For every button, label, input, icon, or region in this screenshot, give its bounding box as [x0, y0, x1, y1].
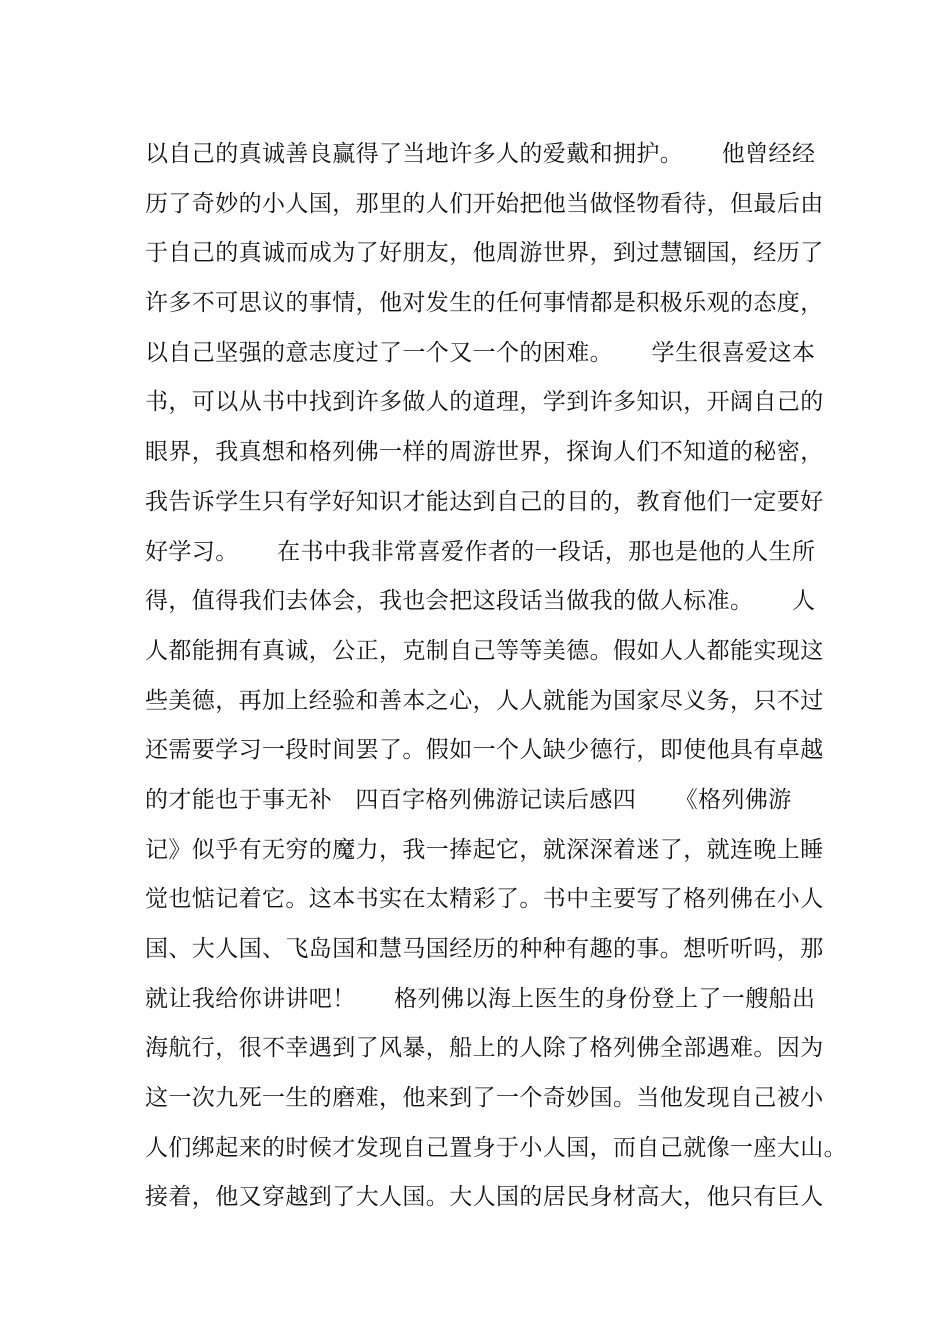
text-line: 接着，他又穿越到了大人国。大人国的居民身材高大，他只有巨人	[145, 1184, 824, 1211]
text-line: 就让我给你讲讲吧！ 格列佛以海上医生的身份登上了一艘船出	[145, 985, 816, 1012]
text-line: 于自己的真诚而成为了好朋友，他周游世界，到过慧锢国，经历了	[145, 240, 824, 267]
text-line: 眼界，我真想和格列佛一样的周游世界，探询人们不知道的秘密，	[145, 439, 824, 466]
text-line: 历了奇妙的小人国，那里的人们开始把他当做怪物看待，但最后由	[145, 190, 824, 217]
text-line: 的才能也于事无补 四百字格列佛游记读后感四 《格列佛游	[145, 786, 792, 813]
text-line: 觉也惦记着它。这本书实在太精彩了。书中主要写了格列佛在小人	[145, 886, 824, 913]
text-line: 些美德，再加上经验和善本之心，人人就能为国家尽义务，只不过	[145, 687, 824, 714]
text-line: 许多不可思议的事情，他对发生的任何事情都是积极乐观的态度，	[145, 290, 824, 317]
text-line: 还需要学习一段时间罢了。假如一个人缺少德行，即使他具有卓越	[145, 737, 824, 764]
text-line: 海航行，很不幸遇到了风暴，船上的人除了格列佛全部遇难。因为	[145, 1035, 824, 1062]
text-line: 好学习。 在书中我非常喜爱作者的一段话，那也是他的人生所	[145, 538, 816, 565]
text-line: 我告诉学生只有学好知识才能达到自己的目的，教育他们一定要好	[145, 488, 824, 515]
body-text	[145, 130, 845, 1223]
text-line: 人都能拥有真诚，公正，克制自己等等美德。假如人人都能实现这	[145, 637, 824, 664]
text-line: 得，值得我们去体会，我也会把这段话当做我的做人标准。 人	[145, 588, 816, 615]
text-line: 记》似乎有无穷的魔力，我一捧起它，就深深着迷了，就连晚上睡	[145, 836, 824, 863]
text-line: 这一次九死一生的磨难，他来到了一个奇妙国。当他发现自己被小	[145, 1085, 824, 1112]
text-line: 国、大人国、飞岛国和慧马国经历的种种有趣的事。想听听吗，那	[145, 936, 824, 962]
text-line: 以自己坚强的意志度过了一个又一个的困难。 学生很喜爱这本	[145, 339, 816, 366]
text-line: 以自己的真诚善良赢得了当地许多人的爱戴和拥护。 他曾经经	[145, 141, 816, 167]
text-line: 人们绑起来的时候才发现自己置身于小人国，而自己就像一座大山。	[145, 1134, 847, 1161]
text-line: 书，可以从书中找到许多做人的道理，学到许多知识，开阔自己的	[145, 389, 824, 416]
